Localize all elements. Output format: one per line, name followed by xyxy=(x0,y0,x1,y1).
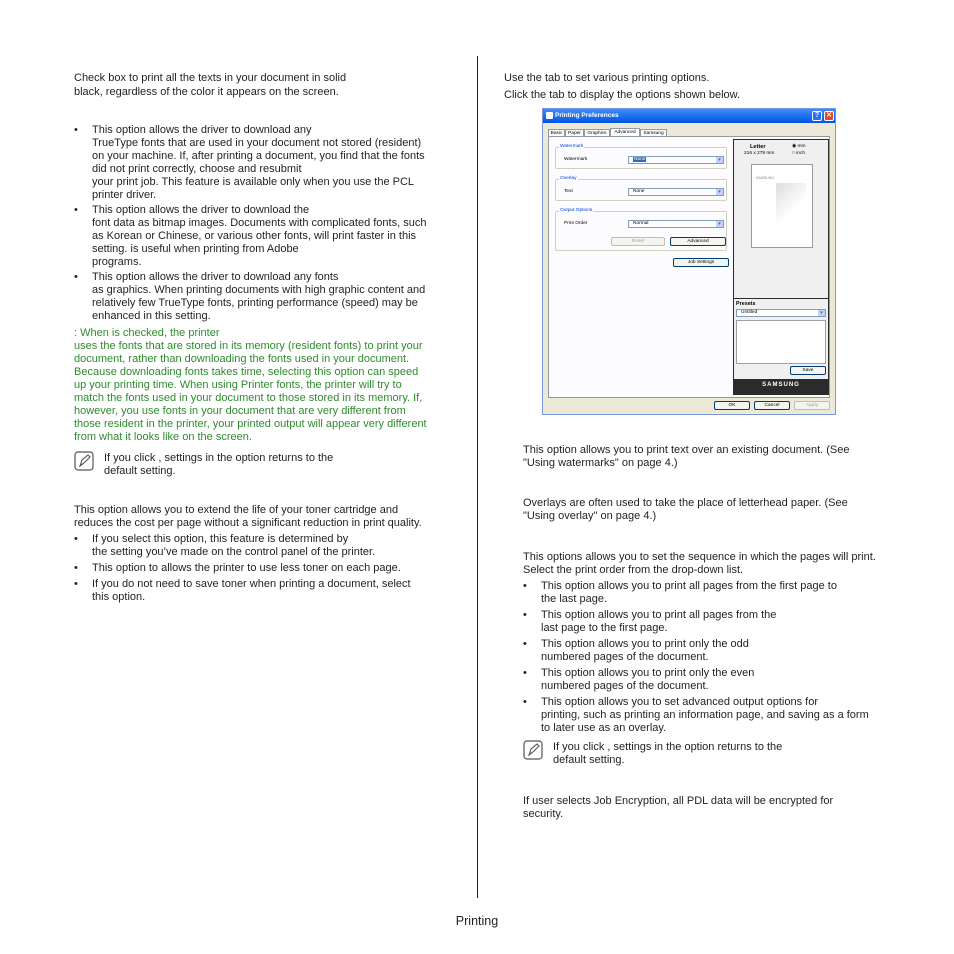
text-line: relatively few TrueType fonts, printing performance (speed) may be xyxy=(92,297,418,309)
text-line: programs. xyxy=(92,256,142,268)
text-line: If you do not need to save toner when printing a document, select xyxy=(92,578,411,590)
chevron-down-icon: ▾ xyxy=(818,310,825,316)
advanced-button[interactable]: Advanced xyxy=(670,237,726,246)
text-line: TrueType fonts that are used in your document not stored (resident) xyxy=(92,137,422,149)
reset-button[interactable]: Reset xyxy=(611,237,665,246)
page-footer: Printing xyxy=(455,914,499,928)
text-line: Use the tab to set various printing options. xyxy=(504,72,710,84)
text-line: "Using overlay" on page 4.) xyxy=(523,510,657,522)
print-order-label: Print Order xyxy=(564,221,588,226)
tab-basic[interactable]: Basic xyxy=(548,129,565,136)
group-label: Overlay xyxy=(560,176,577,181)
ok-button[interactable]: OK xyxy=(714,401,750,410)
job-settings-button[interactable]: Job Settings xyxy=(673,258,729,267)
dialog-title: Printing Preferences xyxy=(555,112,619,119)
overlay-group xyxy=(555,176,727,201)
help-button[interactable]: ? xyxy=(812,111,822,121)
text-line: This option allows you to print all pages from the xyxy=(541,609,777,621)
note-icon xyxy=(523,740,543,760)
text-line: match the fonts used in your document to those stored in its memory. If, xyxy=(74,392,423,404)
save-preset-button[interactable]: Save xyxy=(790,366,826,375)
text-line: enhanced in this setting. xyxy=(92,310,211,322)
text-line: black, regardless of the color it appears on the screen. xyxy=(74,86,339,98)
bullet: • xyxy=(523,667,527,679)
watermark-group xyxy=(555,144,727,169)
paper-preview xyxy=(734,140,828,298)
overlay-label: Text xyxy=(564,189,573,194)
samsung-brand: SAMSUNG xyxy=(762,382,800,388)
bullet: • xyxy=(523,609,527,621)
bullet: • xyxy=(74,578,78,590)
printing-preferences-dialog xyxy=(542,108,836,415)
bullet: • xyxy=(523,638,527,650)
tab-advanced[interactable]: Advanced xyxy=(610,128,640,137)
text-line: font data as bitmap images. Documents with complicated fonts, such xyxy=(92,217,427,229)
paper-size: 216 x 279 mm xyxy=(744,151,775,156)
text-line: numbered pages of the document. xyxy=(541,680,709,692)
paper-thumbnail xyxy=(751,164,813,248)
text-line: default setting. xyxy=(553,754,625,766)
text-line: default setting. xyxy=(104,465,176,477)
text-line: the last page. xyxy=(541,593,608,605)
text-line: document, rather than downloading the fonts used in your document. xyxy=(74,353,410,365)
apply-button[interactable]: Apply xyxy=(794,401,830,410)
chevron-down-icon: ▾ xyxy=(716,189,723,195)
text-line: on your machine. If, after printing a document, you find that the fonts xyxy=(92,150,425,162)
output-options-group xyxy=(555,208,727,251)
presets-list[interactable] xyxy=(736,320,826,364)
text-line: as Korean or Chinese, or various other fonts, will print faster in this xyxy=(92,230,417,242)
preview-pane xyxy=(733,139,829,395)
text-line: This option allows you to print only the odd xyxy=(541,638,749,650)
text-line: uses the fonts that are stored in its memory (resident fonts) to print your xyxy=(74,340,423,352)
dialog-titlebar xyxy=(543,109,835,123)
text-line: up your printing time. When using Printer fonts, the printer will try to xyxy=(74,379,402,391)
unit-mm-radio[interactable]: ◉ mm xyxy=(792,144,806,149)
text-line: from what it looks like on the screen. xyxy=(74,431,252,443)
presets-label: Presets xyxy=(736,301,756,307)
group-label: Watermark xyxy=(560,144,584,149)
text-line: setting. is useful when printing from Adobe xyxy=(92,243,299,255)
close-button[interactable]: ✕ xyxy=(824,111,834,121)
bullet: • xyxy=(74,204,78,216)
text-line: This option allows you to extend the life of your toner cartridge and xyxy=(74,504,399,516)
cancel-button[interactable]: Cancel xyxy=(754,401,790,410)
unit-inch-radio[interactable]: ○ inch xyxy=(792,151,806,156)
text-line: This option allows you to print all pages from the first page to xyxy=(541,580,837,592)
tab-samsung[interactable]: Samsung xyxy=(640,129,667,136)
overlay-select[interactable]: None ▾ xyxy=(628,188,724,196)
text-line: numbered pages of the document. xyxy=(541,651,709,663)
bullet: • xyxy=(74,124,78,136)
tab-graphics[interactable]: Graphics xyxy=(584,129,610,136)
text-line: as graphics. When printing documents with high graphic content and xyxy=(92,284,426,296)
paper-name: Letter xyxy=(750,144,766,150)
printer-icon xyxy=(546,112,553,119)
text-line: printer driver. xyxy=(92,189,157,201)
text-line: your print job. This feature is available only when you use the PCL xyxy=(92,176,415,188)
text-line: This option allows you to set advanced output options for xyxy=(541,696,819,708)
chevron-down-icon: ▾ xyxy=(716,221,723,227)
tab-paper[interactable]: Paper xyxy=(565,129,584,136)
text-line: If you select this option, this feature is determined by xyxy=(92,533,349,545)
column-divider xyxy=(477,56,478,898)
text-line: Select the print order from the drop-down list. xyxy=(523,564,744,576)
presets-select[interactable]: Untitled ▾ xyxy=(736,309,826,317)
text-line: Because downloading fonts takes time, selecting this option can speed xyxy=(74,366,419,378)
text-line: reduces the cost per page without a significant reduction in print quality. xyxy=(74,517,422,529)
text-line: Check box to print all the texts in your document in solid xyxy=(74,72,347,84)
text-line: security. xyxy=(523,808,564,820)
advanced-panel xyxy=(548,136,830,398)
text-line: Click the tab to display the options shown below. xyxy=(504,89,741,101)
text-line: This option allows the driver to download the xyxy=(92,204,310,216)
bullet: • xyxy=(523,580,527,592)
text-line: however, you use fonts in your document that are very different from xyxy=(74,405,406,417)
bullet: • xyxy=(74,533,78,545)
text-line: "Using watermarks" on page 4.) xyxy=(523,457,678,469)
text-line: This option allows the driver to download any fonts xyxy=(92,271,339,283)
bullet: • xyxy=(74,562,78,574)
text-line: This options allows you to set the sequence in which the pages will print. xyxy=(523,551,876,563)
chevron-down-icon: ▾ xyxy=(716,157,723,163)
text-line: Overlays are often used to take the place of letterhead paper. (See xyxy=(523,497,848,509)
text-line: If you click , settings in the option returns to the xyxy=(553,741,783,753)
text-line: did not print correctly, choose and resubmit xyxy=(92,163,302,175)
note-icon xyxy=(74,451,94,471)
text-line: last page to the first page. xyxy=(541,622,668,634)
presets-area xyxy=(734,299,828,379)
text-line: This option to allows the printer to use less toner on each page. xyxy=(92,562,401,574)
text-line: This option allows the driver to download any xyxy=(92,124,312,136)
bullet: • xyxy=(523,696,527,708)
preview-logo: SAMSUNG xyxy=(756,176,775,180)
text-line: this option. xyxy=(92,591,146,603)
watermark-select[interactable]: None ▾ xyxy=(628,156,724,164)
bullet: • xyxy=(74,271,78,283)
group-label: Output Options xyxy=(560,208,593,213)
text-line: If user selects Job Encryption, all PDL data will be encrypted for xyxy=(523,795,834,807)
text-line: This option allows you to print text over an existing document. (See xyxy=(523,444,850,456)
watermark-label: Watermark xyxy=(564,157,588,162)
text-line: : When is checked, the printer xyxy=(74,327,220,339)
text-line: those resident in the printer, your printed output will appear very different xyxy=(74,418,427,430)
text-line: If you click , settings in the option returns to the xyxy=(104,452,334,464)
text-line: This option allows you to print only the even xyxy=(541,667,755,679)
text-line: printing, such as printing an information page, and saving as a form xyxy=(541,709,869,721)
preview-graphic xyxy=(776,183,806,231)
print-order-select[interactable]: Normal ▾ xyxy=(628,220,724,228)
text-line: the setting you’ve made on the control panel of the printer. xyxy=(92,546,376,558)
text-line: to later use as an overlay. xyxy=(541,722,667,734)
